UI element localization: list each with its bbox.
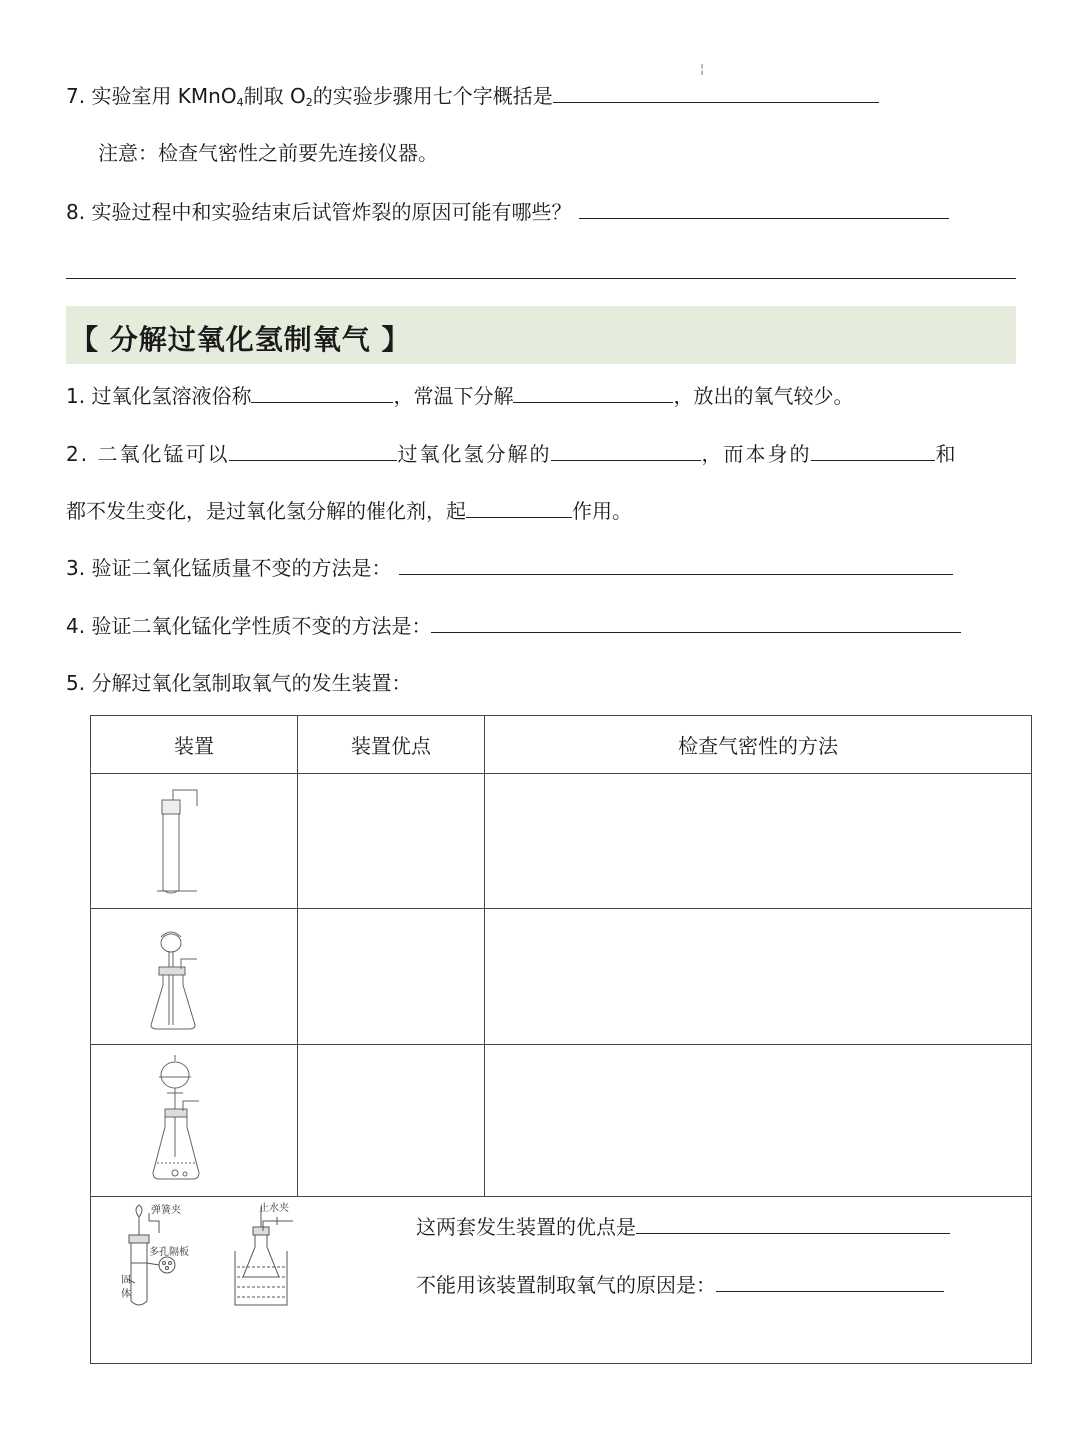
item-3: 3. 验证二氧化锰质量不变的方法是： (66, 552, 953, 583)
header-advantages: 装置优点 (298, 716, 485, 774)
advantage-cell-2[interactable] (298, 909, 485, 1045)
header-apparatus: 装置 (91, 716, 298, 774)
item-4: 4. 验证二氧化锰化学性质不变的方法是： (66, 610, 961, 641)
label-porous-plate: 多孔隔板 (149, 1247, 189, 1258)
item2-blank-c[interactable] (811, 438, 935, 461)
label-solid-1: 固 (121, 1275, 131, 1286)
header-airtightness-method: 检查气密性的方法 (485, 716, 1032, 774)
test-tube-illustration (91, 774, 298, 903)
method-cell-3[interactable] (485, 1045, 1032, 1197)
advantage-cell-3[interactable] (298, 1045, 485, 1197)
advantage-blank[interactable] (636, 1211, 950, 1234)
section-header (66, 306, 1016, 364)
apparatus-test-tube (91, 774, 298, 909)
method-cell-1[interactable] (485, 774, 1032, 909)
stray-mark: ¦ (700, 62, 705, 76)
reason-question: 不能用该装置制取氧气的原因是： (416, 1269, 944, 1298)
section-title: 【 分解过氧化氢制氧气 】 (70, 323, 411, 356)
question-8: 8. 实验过程中和实验结束后试管炸裂的原因可能有哪些？ (66, 196, 949, 227)
label-spring-clip: 弹簧夹 (151, 1205, 181, 1216)
q8-answer-blank[interactable] (579, 196, 949, 219)
reason-blank[interactable] (716, 1269, 944, 1292)
note: 注意：检查气密性之前要先连接仪器。 (98, 141, 438, 165)
apparatus-table (90, 715, 1032, 1364)
label-solid-2: 体 (121, 1289, 131, 1300)
item2-blank-b[interactable] (551, 438, 701, 461)
item2-blank-d[interactable] (466, 495, 572, 518)
item-2-continued: 都不发生变化，是过氧化氢分解的催化剂，起 作用。 (66, 495, 632, 526)
q7-answer-blank[interactable] (553, 80, 879, 103)
separatory-funnel-illustration (91, 1045, 298, 1191)
simplified-apparatus-illustrations (91, 1197, 411, 1363)
item-1: 1. 过氧化氢溶液俗称 ，常温下分解 ，放出的氧气较少。 (66, 380, 853, 411)
apparatus-separatory-funnel-flask (91, 1045, 298, 1197)
label-stop-clip: 止水夹 (259, 1203, 289, 1214)
bottom-apparatus-row (91, 1197, 1032, 1364)
flask-funnel-illustration (91, 909, 298, 1039)
apparatus-long-neck-funnel-flask (91, 909, 298, 1045)
item4-blank[interactable] (431, 610, 961, 633)
question-7: 7. 实验室用 KMnO$_4$制取 $O_2$的实验步骤用七个字概括是 (66, 80, 879, 118)
method-cell-2[interactable] (485, 909, 1032, 1045)
advantage-question: 这两套发生装置的优点是 (416, 1211, 950, 1240)
item-5: 5. 分解过氧化氢制取氧气的发生装置： (66, 671, 412, 695)
item-2: 2. 二氧化锰可以 过氧化氢分解的 ，而本身的 和 (66, 438, 957, 469)
advantage-cell-1[interactable] (298, 774, 485, 909)
q8-answer-line-2[interactable] (66, 278, 1016, 279)
item3-blank[interactable] (399, 552, 953, 575)
item1-blank-a[interactable] (251, 380, 393, 403)
item2-blank-a[interactable] (229, 438, 397, 461)
item1-blank-b[interactable] (513, 380, 673, 403)
